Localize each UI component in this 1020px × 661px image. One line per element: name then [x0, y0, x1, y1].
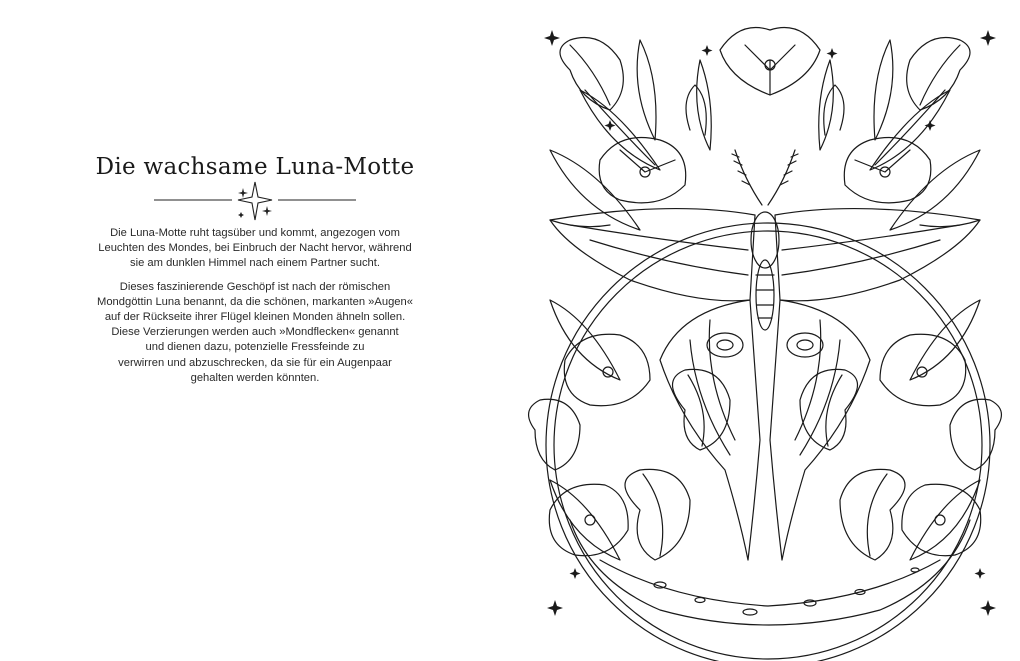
right-page — [510, 0, 1020, 661]
flowers — [549, 28, 980, 556]
text-line: gehalten werden könnten. — [190, 371, 320, 384]
text-line: verwirren und abzuschrecken, da sie für ein Augenpaar — [118, 356, 392, 369]
background-leaves — [550, 40, 980, 560]
text-line: und dienen dazu, potenzielle Fressfeinde zu — [145, 341, 365, 354]
text-line: Leuchten des Mondes, bei Einbruch der Nacht hervor, während — [98, 242, 412, 255]
body-text — [88, 226, 422, 394]
text-line: sie am dunklen Himmel nach einem Partner sucht. — [130, 257, 380, 270]
text-line: Dieses faszinierende Geschöpf ist nach der römischen — [119, 280, 391, 293]
paragraph-1 — [88, 226, 422, 272]
paragraph-2 — [88, 280, 422, 386]
text-line: Mondgöttin Luna benannt, da die schönen, markanten »Augen« — [97, 295, 413, 308]
moth — [550, 150, 980, 560]
luna-moth-illustration — [510, 0, 1020, 661]
star-sparkle-icon — [150, 180, 360, 224]
moon-circle — [546, 223, 990, 661]
text-line: auf der Rückseite ihrer Flügel kleinen Monden ähneln sollen. — [104, 311, 406, 324]
text-line: Die Luna-Motte ruht tagsüber und kommt, angezogen vom — [110, 227, 400, 239]
heart-leaves — [529, 38, 1002, 561]
page-title: Die wachsame Luna-Motte — [95, 154, 415, 180]
text-line: Diese Verzierungen werden auch »Mondflecken« genannt — [111, 326, 399, 339]
